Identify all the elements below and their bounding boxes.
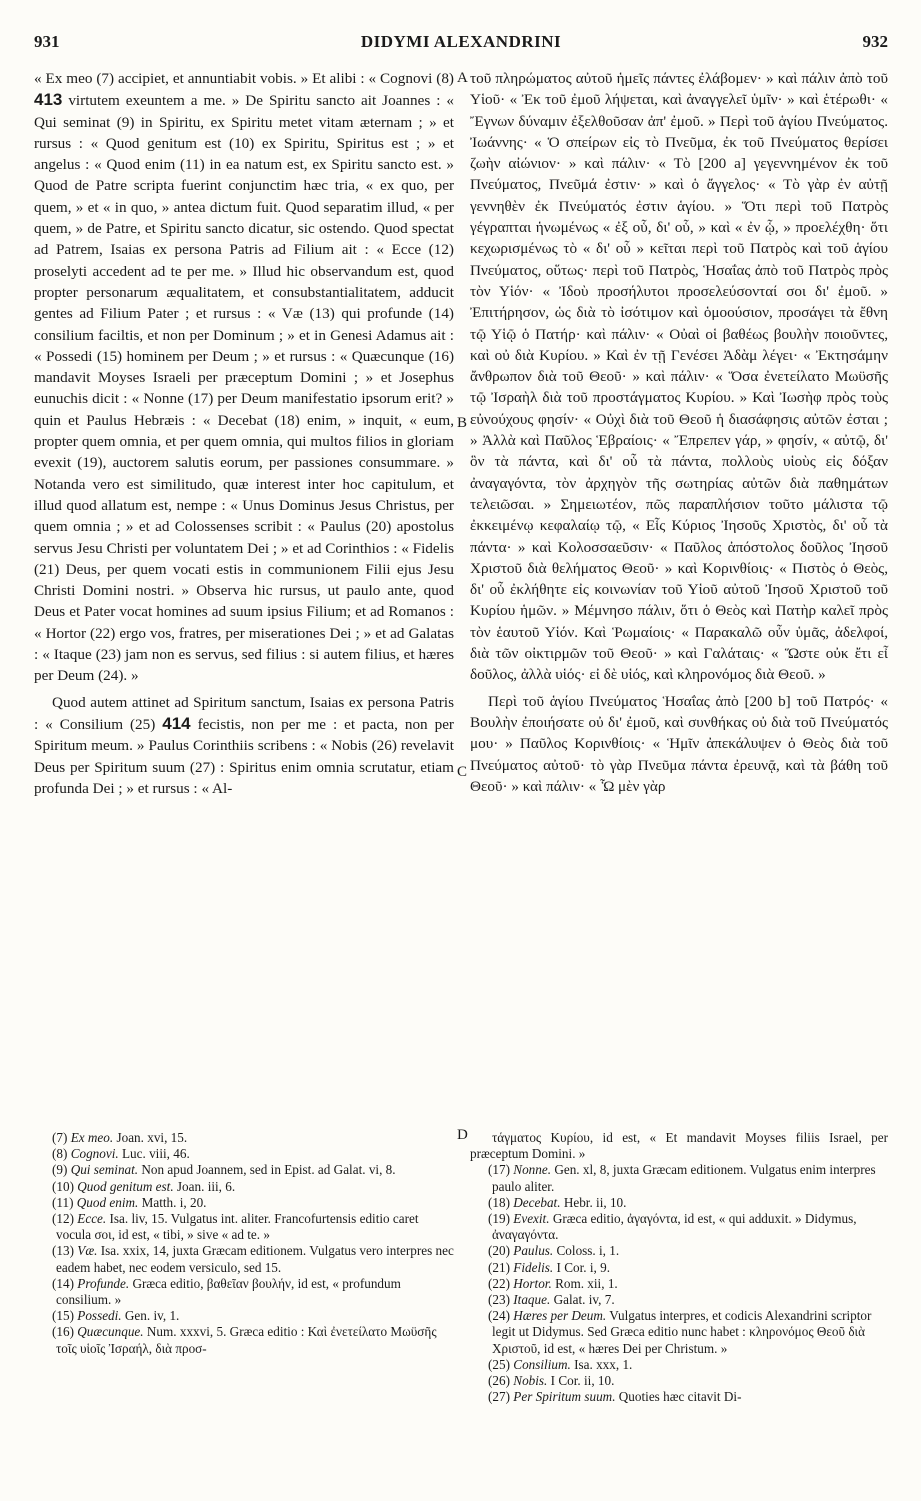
footnote-text: I Cor. i, 9. [553, 1259, 610, 1275]
footnote [470, 1389, 888, 1405]
footnote-lemma: Decebat. [513, 1194, 561, 1210]
footnote [470, 1243, 888, 1259]
footnote [470, 1260, 888, 1276]
footnote-text: Galat. iv, 7. [550, 1292, 615, 1308]
footnote-lemma: Nonne. [513, 1162, 552, 1178]
footnote [470, 1357, 888, 1373]
footnotes-right [470, 1130, 888, 1405]
footnote-lemma: Qui seminat. [70, 1162, 139, 1178]
footnote-lemma: Itaque. [513, 1292, 551, 1308]
footnote-lemma: Væ. [77, 1243, 98, 1259]
footnote [34, 1276, 454, 1308]
column-marker-413: 413 [34, 90, 63, 110]
footnote-lemma: Per Spiritum suum. [513, 1389, 616, 1405]
greek-paragraph-1: τοῦ πληρώματος αὐτοῦ ἡμεῖς πάντες ἐλάβομεν· » καὶ πάλιν ἀπὸ τοῦ Υἱοῦ· « Ἐκ τοῦ ἐμοῦ λήψεται, καὶ ἀναγγελεῖ ὑμῖν· » καὶ ἑτέρωθι· « Ἔγνων δύναμιν ἐξελθοῦσαν ἀπ' ἐμοῦ. » Περὶ τοῦ ἁγίου Πνεύματος. Ἰωάννης· « Ὁ σπείρων εἰς τὸ Πνεῦμα, ἐκ τοῦ Πνεύματος θερίσει ζωὴν αἰώνιον· » καὶ πάλιν· « Τὸ [200 a] γεγεννημένον ἐκ τοῦ Πνεύματος, Πνεῦμά ἐστιν· » καὶ ὁ ἄγγελος· « Τὸ γὰρ ἐν αὐτῇ γεννηθὲν ἐκ Πνεύματός ἐστιν ἁγίου. » Ὅτι περὶ τοῦ Πατρὸς γέγραπται ἡνωμένως « ἐξ οὗ, δι' οὗ, » καὶ « ἐν ᾧ, » προελέχθη· ὅτι κεχωρισμένως τὸ « δι' οὗ » κεῖται περὶ τοῦ Πατρὸς καὶ τοῦ ἁγίου Πνεύματος, οὕτως· περὶ τοῦ Πατρὸς, Ἡσαΐας ἀπὸ τοῦ Πατρὸς πρὸς τὸν Υἱόν· « Ἰδοὺ προσήλυτοι προσελεύσονταί σοι δι' ἐμοῦ. » Ἐπιτήρησον, ὡς διὰ τὸ ἰσότιμον καὶ ὁμοούσιον, προσάγει τὰ ἔθνη τῷ Υἱῷ ὁ Πατήρ· καὶ πάλιν· « Οὐαὶ οἱ βαθέως βουλὴν ποιοῦντες, καὶ οὐ διὰ Κυρίου. » Καὶ ἐν τῇ Γενέσει Ἀδὰμ λέγει· « Ἐκτησάμην ἄνθρωπον διὰ τοῦ Θεοῦ· » καὶ πάλιν· « Ὅσα ἐνετείλατο Μωϋσῆς τῷ Ἰσραὴλ διὰ τοῦ προστάγματος Κυρίου. » Καὶ Ἰωσὴφ πρὸς τοὺς εὐνούχους φησίν· « Οὐχὶ διὰ τοῦ Θεοῦ ἡ διασάφησις αὐτῶν ἐσται ; » Ἀλλὰ καὶ Παῦλος Ἑβραίοις· « Ἔπρεπεν γάρ, » φησίν, « αὐτῷ, δι' ὃν τὰ πάντα, καὶ δι' οὗ τὰ πάντα, πολλοὺς υἱοὺς εἰς δόξαν ἀναγαγόντα, τὸν ἀρχηγὸν τῆς σωτηρίας αὐτῶν διὰ παθημάτων τελειῶσαι. » Σημειωτέον, πῶς παραπλήσιον τοῦτο μάλιστα τῷ ἐκκειμένῳ κεφαλαίῳ τῷ, « Εἷς Κύριος Ἰησοῦς Χριστὸς, δι' οὗ τὰ πάντα· » καὶ Κολοσσαεῦσιν· « Παῦλος ἀπόστολος δοῦλος Ἰησοῦ Χριστοῦ διὰ θελήματος Θεοῦ· » καὶ Κορινθίοις· « Πιστὸς ὁ Θεὸς, δι' οὗ ἐκλήθητε εἰς κοινωνίαν τοῦ Υἱοῦ αὐτοῦ Ἰησοῦ Χριστοῦ τοῦ Κυρίου ἡμῶν. » Μέμνησο πάλιν, ὅτι ὁ Θεὸς καὶ Πατὴρ καλεῖ πρὸς τὸν ἑαυτοῦ Υἱόν. Καὶ Ῥωμαίοις· « Παρακαλῶ οὖν ὑμᾶς, ἀδελφοί, διὰ τῶν οἰκτιρμῶν τοῦ Θεοῦ· » καὶ Γαλάταις· « Ὥστε οὐκ ἔτι εἶ δοῦλος, ἀλλὰ υἱός· εἰ δὲ υἱός, καὶ κληρονόμος διὰ Θεοῦ. » [470, 70, 888, 684]
footnote-number: (12) [52, 1211, 74, 1227]
footnote-text: Græca editio, βαθεῖαν βουλήν, id est, « profundum consilium. » [56, 1275, 401, 1308]
footnote-number: (9) [52, 1162, 68, 1178]
footnote-text: Non apud Joannem, sed in Epist. ad Galat. vi, 8. [138, 1162, 396, 1178]
running-title: DIDYMI ALEXANDRINI [360, 32, 562, 51]
gutter-letter-d: D [457, 1127, 468, 1143]
footnote-number: (15) [52, 1308, 74, 1324]
footnote-lemma: Hæres per Deum. [513, 1308, 607, 1324]
footnote-text: Isa. liv, 15. Vulgatus int. aliter. Francofurtensis editio caret vocula σοι, id est, « tibi, » sive « ad te. » [56, 1211, 419, 1243]
footnote-lemma: Consilium. [513, 1356, 571, 1372]
footnote-lemma: Fidelis. [513, 1259, 554, 1275]
footnote-number: (18) [488, 1194, 510, 1210]
gutter-letter-c: C [457, 764, 468, 780]
footnote-lemma: Evexit. [513, 1211, 550, 1227]
footnote-text: Græca editio, ἀγαγόντα, id est, « qui adduxit. » Didymus, ἀναγαγόντα. [492, 1211, 857, 1243]
footnote-lemma: Paulus. [513, 1243, 554, 1259]
footnote-number: (26) [488, 1373, 510, 1389]
footnote-lemma: Possedi. [77, 1308, 122, 1324]
footnote [34, 1130, 454, 1146]
footnote-text: Joan. xvi, 15. [113, 1130, 188, 1145]
latin-column [34, 68, 454, 799]
footnote-number: (16) [52, 1324, 74, 1340]
footnote-text: Gen. xl, 8, juxta Græcam editionem. Vulgatus enim interpres paulo aliter. [492, 1162, 876, 1194]
footnote-number: (7) [52, 1130, 68, 1145]
footnote [34, 1162, 454, 1178]
footnote-number: (21) [488, 1259, 510, 1275]
footnote-lemma: Cognovi. [70, 1146, 119, 1162]
footnote [470, 1195, 888, 1211]
footnote-text: Num. xxxvi, 5. Græca editio : Καὶ ἐνετείλατο Μωϋσῆς τοῖς υἱοῖς Ἰσραήλ, διὰ προσ- [56, 1324, 437, 1356]
greek-column [470, 68, 888, 797]
footnote-number: (19) [488, 1211, 510, 1227]
footnote [34, 1195, 454, 1211]
footnote-text: Rom. xii, 1. [551, 1275, 618, 1291]
footnote-number: (13) [52, 1243, 74, 1259]
footnote [34, 1179, 454, 1195]
footnote-lemma: Profunde. [77, 1275, 130, 1291]
footnote-number: (24) [488, 1308, 510, 1324]
footnote-text: τάγματος Κυρίου, id est, « Et mandavit Moyses filiis Israel, per præceptum Domini. » [470, 1130, 888, 1162]
footnote-number: (17) [488, 1162, 510, 1178]
footnote-text: Coloss. i, 1. [553, 1243, 620, 1259]
footnote-lemma: Quod enim. [76, 1194, 139, 1210]
footnote-lemma: Ex meo. [70, 1130, 114, 1145]
footnote-text: Luc. viii, 46. [118, 1146, 190, 1162]
footnote-text: Hebr. ii, 10. [560, 1194, 627, 1210]
footnote-number: (20) [488, 1243, 510, 1259]
footnote-text: Isa. xxix, 14, juxta Græcam editionem. Vulgatus vero interpres nec eadem habet, nec eodem versiculo, sed 15. [56, 1243, 454, 1275]
footnote [470, 1292, 888, 1308]
footnote-lemma: Ecce. [77, 1211, 107, 1227]
footnote [470, 1130, 888, 1162]
gutter-letter-b: B [457, 415, 468, 431]
gutter-letter-a: A [457, 70, 468, 86]
footnote-text: Isa. xxx, 1. [570, 1356, 633, 1372]
footnote [34, 1308, 454, 1324]
footnote-number: (10) [52, 1178, 74, 1194]
page-header [34, 32, 888, 56]
greek-paragraph-2: Περὶ τοῦ ἁγίου Πνεύματος Ἡσαΐας ἀπὸ [200 b] τοῦ Πατρός· « Βουλὴν ἐποιήσατε οὐ δι' ἐμοῦ, καὶ συνθήκας οὐ διὰ τοῦ Πνεύματός μου· » Παῦλος Κορινθίοις· « Ἡμῖν ἀπεκάλυψεν ὁ Θεὸς διὰ τοῦ Πνεύματος αὐτοῦ· τὸ γὰρ Πνεῦμα πάντα ἐρευνᾷ, καὶ τὰ βάθη τοῦ Θεοῦ· » καὶ πάλιν· « Ὧ μὲν γὰρ [470, 692, 888, 795]
footnote-lemma: Nobis. [513, 1373, 548, 1389]
footnote-text: Vulgatus interpres, et codicis Alexandrini scriptor legit ut Didymus. Sed Græca editio nunc habet : κληρονόμος Θεοῦ διὰ Χριστοῦ, id est, « hæres Dei per Christum. » [492, 1308, 872, 1356]
footnote [34, 1324, 454, 1356]
footnote-number: (23) [488, 1292, 510, 1308]
footnote-number: (11) [52, 1194, 74, 1210]
footnote [470, 1308, 888, 1357]
footnote-text: Matth. i, 20. [138, 1194, 207, 1210]
footnote-text: I Cor. ii, 10. [547, 1373, 615, 1389]
footnote-number: (22) [488, 1275, 510, 1291]
footnote-number: (14) [52, 1275, 74, 1291]
footnote-text: Quoties hæc citavit Di- [615, 1389, 742, 1405]
footnote [34, 1211, 454, 1243]
footnote [470, 1162, 888, 1194]
footnote-number: (27) [488, 1389, 510, 1405]
footnote-number: (8) [52, 1146, 68, 1162]
latin-paragraph-1: « Ex meo (7) accipiet, et annuntiabit vobis. » Et alibi : « Cognovi (8) 413 virtutem exeuntem a me. » De Spiritu sancto ait Joannes : « Qui seminat (9) in Spiritu, ex Spiritu metet vitam æternam ; » et rursus : « Quod genitum est (10) ex Spiritu, Spiritus est ; » et angelus : « Quod enim (11) in ea natum est, ex Spiritu sancto est. » Quod de Patre scripta fuerint conjunctim hæc tria, « ex quo, per quem, » et « in quo, » antea dictum fuit. Quod separatim illud, « per quem, » de Patre, et Spiritu sancto dicatur, sic ostendo. Quod spectat ad Patrem, Isaias ex persona Patris ad Filium ait : « Ecce (12) proselyti accedent ad te per me. » Illud hic observandum est, quod propter personarum æqualitatem, et consubstantialitatem, adducit gentes ad Filium Pater ; et rursus : « Væ (13) qui profunde (14) consilium faciltis, et non per Dominum ; » et in Genesi Adamus ait : « Possedi (15) hominem per Deum ; » et rursus : « Quæcunque (16) mandavit Moyses Israeli per præceptum Domini ; » et Josephus eunuchis dicit : « Nonne (17) per Deum manifestatio ipsorum erit? » quin et Paulus Hebræis : « Decebat (18) enim, » inquit, « eum, propter quem omnia, et per quem omnia, qui multos filios in gloriam evexit (19), auctorem salutis eorum, per passiones consummare. » Notanda vero est similitudo, quæ interest inter hoc capitulum, et illud quod allatum est, nempe : « Unus Dominus Jesus Christus, per quem omnia ; » et ad Colossenses scribit : « Paulus (20) apostolus servus Jesu Christi per voluntatem Dei ; » et ad Corinthios : « Fidelis (21) Deus, per quem vocati estis in communionem Filii ejus Jesu Christi Domini nostri. » Observa hic rursus, ut paulo ante, quod Deus et Pater vocat homines ad suum ipsius Filium; et ad Romanos : « Hortor (22) ergo vos, fratres, per miserationes Dei ; » et ad Galatas : « Itaque (23) jam non es servus, sed filius : si autem filius, et hæres per Deum (24). » [34, 70, 454, 685]
column-marker-414: 414 [162, 713, 191, 733]
footnote-text: Joan. iii, 6. [173, 1178, 236, 1194]
footnote-text: Gen. iv, 1. [121, 1308, 180, 1324]
footnotes-left [34, 1130, 454, 1357]
footnote [470, 1211, 888, 1243]
footnote-number: (25) [488, 1356, 510, 1372]
latin-paragraph-2: Quod autem attinet ad Spiritum sanctum, Isaias ex persona Patris : « Consilium (25) 414 fecistis, non per me : et pacta, non per Spiritum meum. » Paulus Corinthiis scribens : « Nobis (26) revelavit Deus per Spiritum suum (27) : Spiritus enim omnia scrutatur, etiam profunda Dei ; » et rursus : « Al- [34, 693, 454, 797]
footnote-lemma: Quæcunque. [77, 1324, 144, 1340]
footnote [34, 1243, 454, 1275]
page-number-right: 932 [862, 32, 888, 51]
page-number-left: 931 [34, 32, 60, 51]
footnote-lemma: Quod genitum est. [77, 1178, 174, 1194]
footnote [470, 1276, 888, 1292]
footnote [470, 1373, 888, 1389]
footnote-lemma: Hortor. [513, 1275, 552, 1291]
footnote [34, 1146, 454, 1162]
